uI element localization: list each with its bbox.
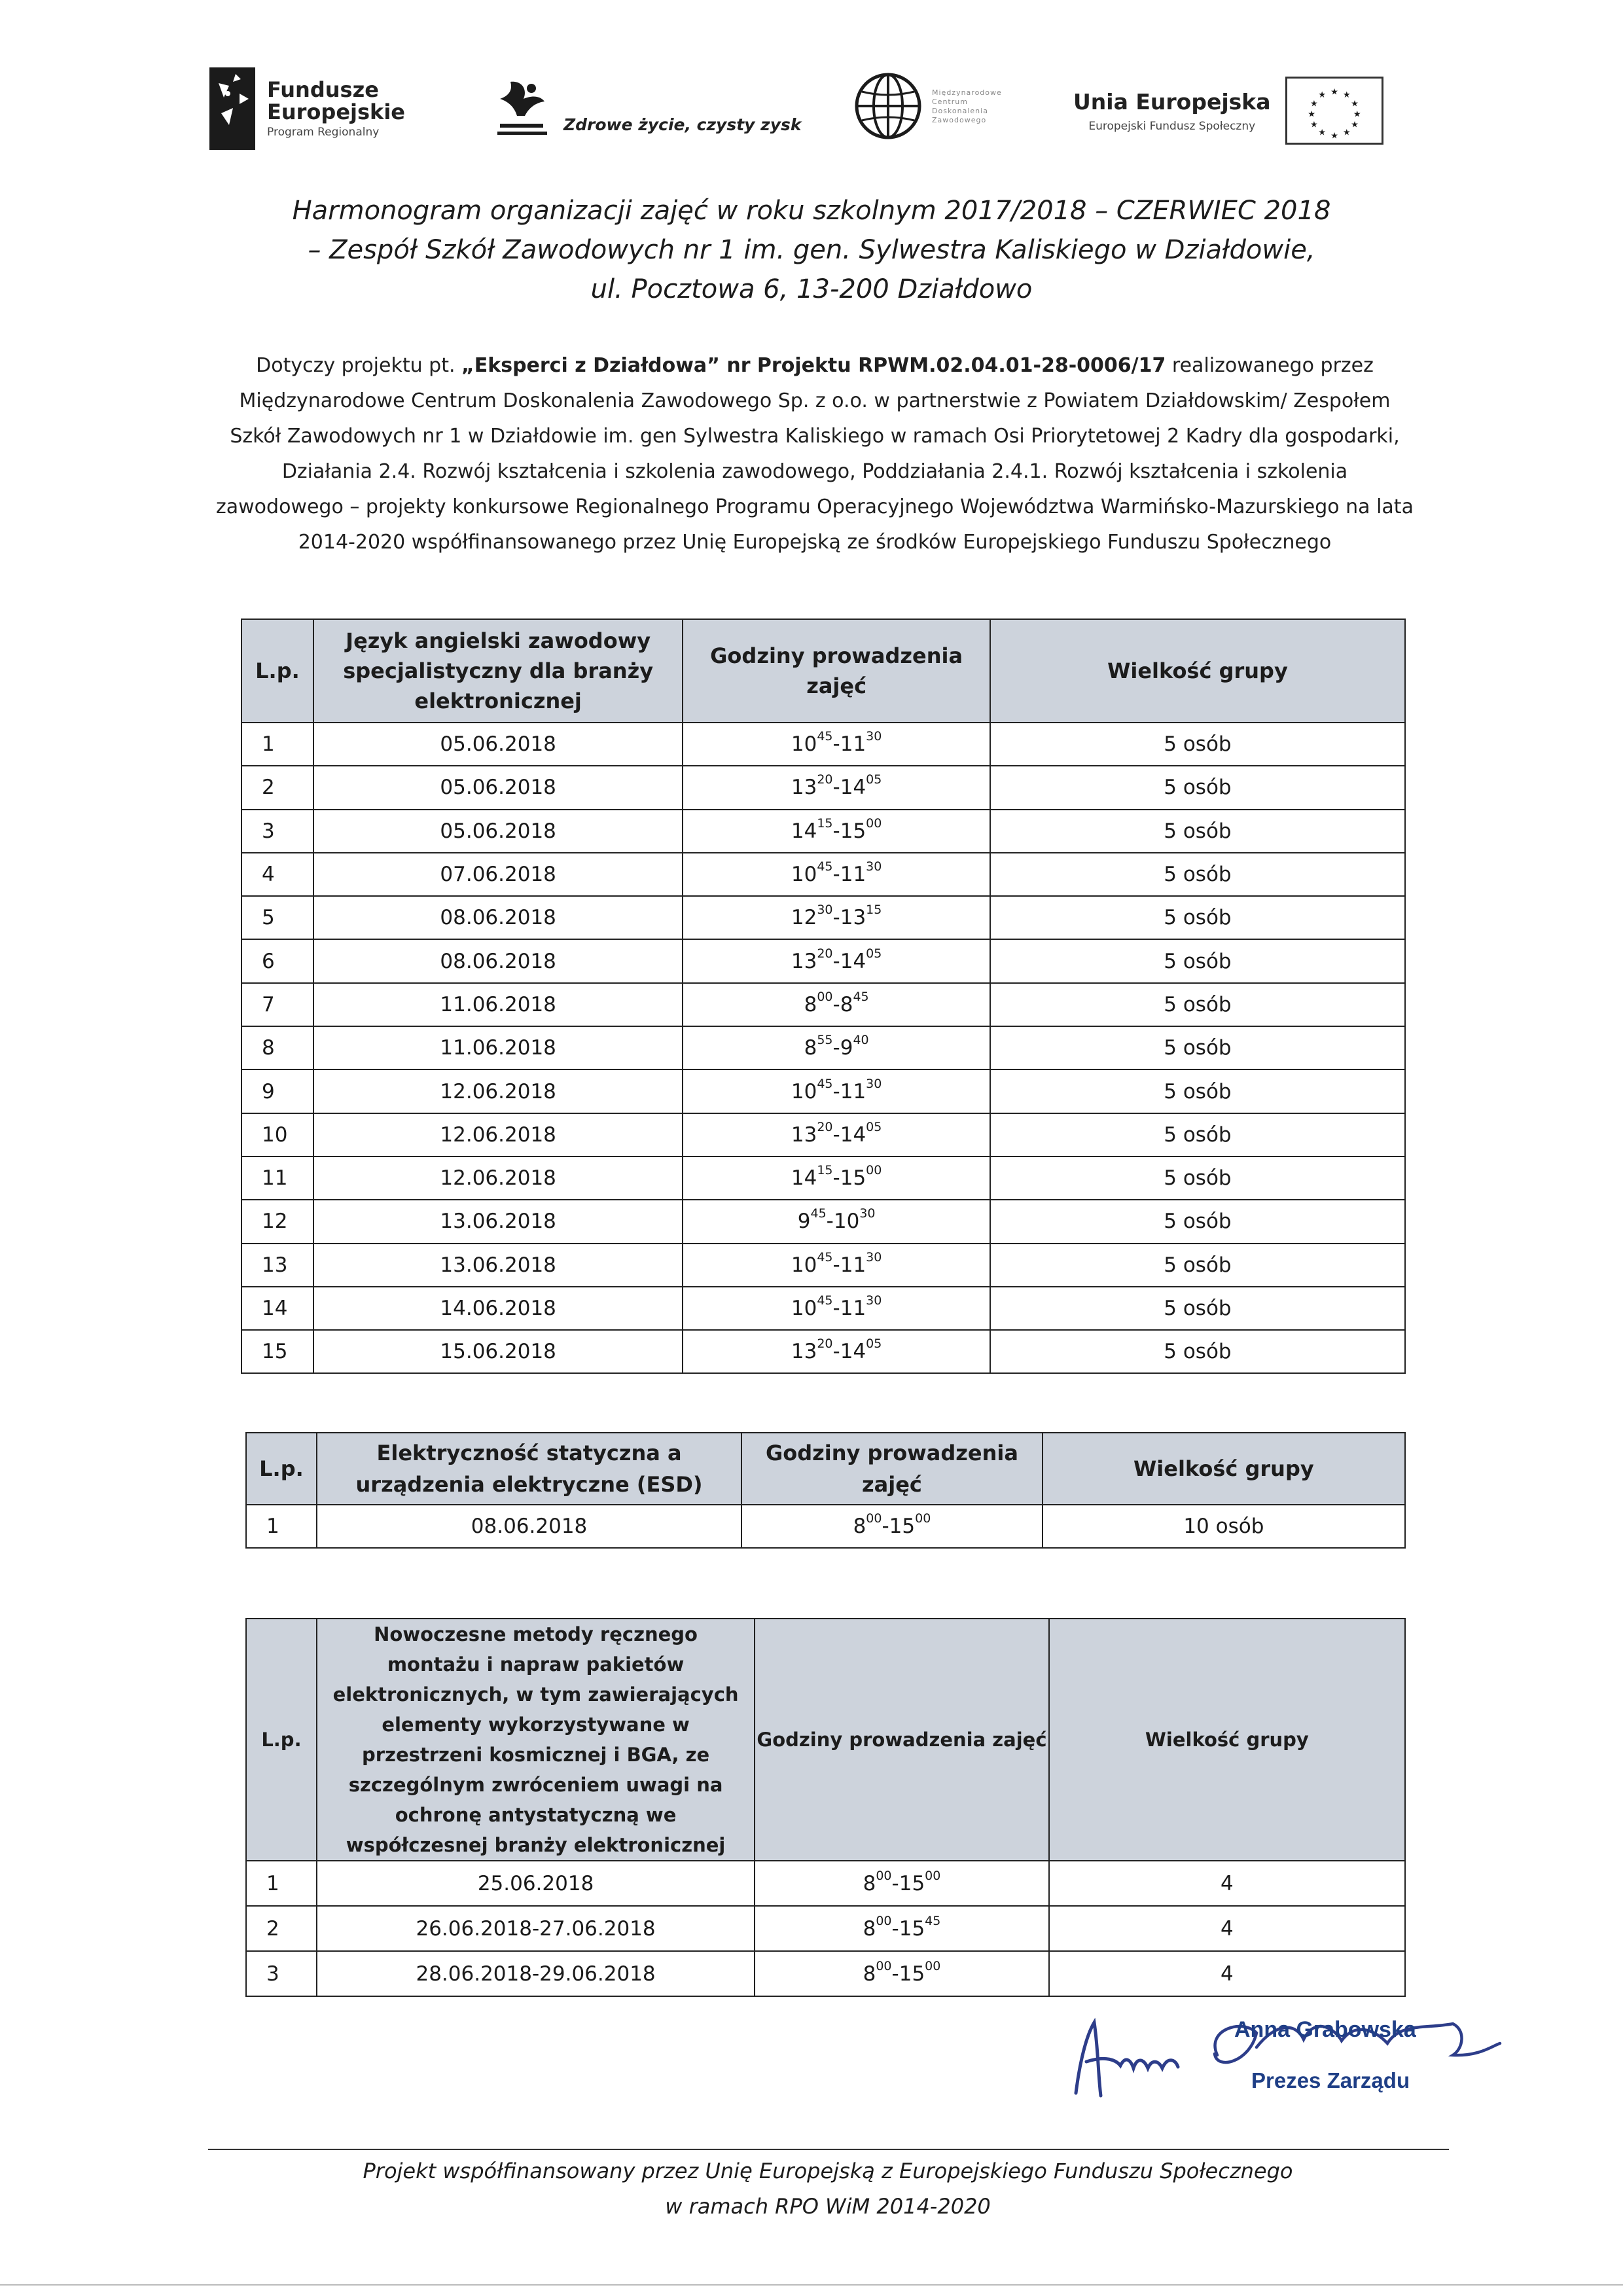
row-group-size: 5 osób — [990, 1113, 1405, 1157]
table-row — [241, 1069, 1405, 1113]
col-group-size: Wielkość grupy — [1049, 1619, 1405, 1861]
row-lp: 1 — [241, 723, 313, 766]
row-group-size: 4 — [1049, 1906, 1405, 1951]
row-hours: $8^{00}-15^{45}$ — [755, 1906, 1049, 1951]
footer-divider — [208, 2149, 1449, 2150]
project-description: Dotyczy projektu pt. „Eksperci z Działdowa” nr Projektu RPWM.02.04.01-28-0006/17 realizowanego przez Międzynarodowe Centrum Doskonalenia Zawodowego Sp. z o.o. w partnerstwie z Powiatem Działdowskim/ Zespołem Szkół Zawodowych nr 1 w Działdowie im. gen Sylwestra Kaliskiego w ramach Osi Priorytetowej 2 Kadry dla gospodarki, Działania 2.4. Rozwój kształcenia i szkolenia zawodowego, Poddziałania 2.4.1. Rozwój kształcenia i szkolenia zawodowego – projekty konkursowe Regionalnego Programu Operacyjnego Województwa Warmińsko-Mazurskiego na lata 2014-2020 współfinansowanego przez Unię Europejską ze środków Europejskiego Funduszu Społecznego — [216, 354, 1414, 554]
row-hours: $8^{00}-8^{45}$ — [683, 983, 990, 1026]
svg-text:★: ★ — [1350, 99, 1359, 109]
svg-text:★: ★ — [1310, 99, 1318, 109]
row-hours: $8^{55}-9^{40}$ — [683, 1026, 990, 1069]
col-lp: L.p. — [246, 1433, 317, 1505]
row-lp: 4 — [241, 853, 313, 896]
svg-text:★: ★ — [1342, 90, 1351, 101]
row-lp: 12 — [241, 1200, 313, 1243]
stamp-role: Prezes Zarządu — [1251, 2068, 1410, 2092]
table-row — [241, 1244, 1405, 1287]
title-line-3: ul. Pocztowa 6, 13-200 Działdowo — [590, 274, 1033, 304]
col-lp: L.p. — [241, 619, 313, 723]
row-lp: 13 — [241, 1244, 313, 1287]
table-header-row — [246, 1619, 1405, 1861]
globe-icon — [854, 72, 923, 141]
row-date: 15.06.2018 — [313, 1330, 683, 1373]
row-lp: 2 — [246, 1906, 317, 1951]
row-group-size: 5 osób — [990, 1069, 1405, 1113]
table-header-row — [241, 619, 1405, 723]
table-row — [241, 983, 1405, 1026]
svg-text:★: ★ — [1330, 87, 1338, 98]
col-course: Nowoczesne metody ręcznego montażu i napraw pakietów elektronicznych, w tym zawierających elementy wykorzystywane w przestrzeni kosmicznej i BGA, ze szczególnym zwróceniem uwagi na ochronę antystatyczną we współczesnej branży elektronicznej — [317, 1619, 755, 1861]
mcdz-logo — [854, 72, 1002, 141]
fundusze-europejskie-logo — [209, 67, 405, 150]
row-date: 13.06.2018 — [313, 1200, 683, 1243]
signature-block — [1060, 1983, 1505, 2108]
row-lp: 5 — [241, 896, 313, 939]
row-hours: $10^{45}-11^{30}$ — [683, 1069, 990, 1113]
col-hours: Godziny prowadzenia zajęć — [741, 1433, 1043, 1505]
col-hours: Godziny prowadzenia zajęć — [683, 619, 990, 723]
col-group-size: Wielkość grupy — [990, 619, 1405, 723]
table-row — [241, 1330, 1405, 1373]
mcdz-text: Międzynarodowe Centrum Doskonalenia Zawodowego — [932, 88, 1002, 124]
row-date: 07.06.2018 — [313, 853, 683, 896]
fe-name-line-2: Europejskie — [267, 99, 405, 124]
table-row — [241, 1287, 1405, 1330]
row-date: 12.06.2018 — [313, 1157, 683, 1200]
warmia-mazury-logo — [491, 75, 802, 141]
table-row — [241, 853, 1405, 896]
row-hours: $14^{15}-15^{00}$ — [683, 1157, 990, 1200]
col-lp: L.p. — [246, 1619, 317, 1861]
svg-text:★: ★ — [1342, 128, 1351, 138]
row-group-size: 5 osób — [990, 1026, 1405, 1069]
table-header-row — [246, 1433, 1405, 1505]
row-lp: 2 — [241, 766, 313, 809]
table-row — [246, 1505, 1405, 1548]
row-group-size: 5 osób — [990, 939, 1405, 982]
row-group-size: 5 osób — [990, 766, 1405, 809]
schedule-table-assembly — [245, 1618, 1406, 1997]
row-lp: 14 — [241, 1287, 313, 1330]
row-group-size: 5 osób — [990, 1200, 1405, 1243]
row-date: 26.06.2018-27.06.2018 — [317, 1906, 755, 1951]
row-date: 25.06.2018 — [317, 1861, 755, 1906]
row-lp: 3 — [246, 1951, 317, 1996]
row-hours: $8^{00}-15^{00}$ — [741, 1505, 1043, 1548]
row-hours: $13^{20}-14^{05}$ — [683, 939, 990, 982]
row-date: 08.06.2018 — [317, 1505, 741, 1548]
row-date: 08.06.2018 — [313, 939, 683, 982]
row-date: 11.06.2018 — [313, 983, 683, 1026]
row-group-size: 5 osób — [990, 1157, 1405, 1200]
project-number: RPWM.02.04.01-28-0006/17 — [858, 354, 1166, 377]
row-hours: $10^{45}-11^{30}$ — [683, 853, 990, 896]
row-hours: $13^{20}-14^{05}$ — [683, 1330, 990, 1373]
col-course: Język angielski zawodowy specjalistyczny dla branży elektronicznej — [313, 619, 683, 723]
row-hours: $10^{45}-11^{30}$ — [683, 1287, 990, 1330]
table-row — [241, 766, 1405, 809]
row-group-size: 5 osób — [990, 1330, 1405, 1373]
row-date: 12.06.2018 — [313, 1069, 683, 1113]
row-lp: 3 — [241, 810, 313, 853]
row-date: 05.06.2018 — [313, 723, 683, 766]
footer-line-1: Projekt współfinansowany przez Unię Europejską z Europejskiego Funduszu Społecznego — [363, 2159, 1293, 2183]
row-hours: $8^{00}-15^{00}$ — [755, 1951, 1049, 1996]
eu-flag-icon — [1285, 77, 1383, 145]
ue-name: Unia Europejska — [1073, 88, 1271, 115]
row-group-size: 4 — [1049, 1861, 1405, 1906]
title-line-1: Harmonogram organizacji zajęć w roku szkolnym 2017/2018 – CZERWIEC 2018 — [292, 196, 1331, 226]
ue-subtitle: Europejski Fundusz Społeczny — [1088, 119, 1256, 133]
row-hours: $14^{15}-15^{00}$ — [683, 810, 990, 853]
row-group-size: 5 osób — [990, 853, 1405, 896]
table-row — [241, 1200, 1405, 1243]
schedule-table-english — [241, 619, 1406, 1374]
row-lp: 9 — [241, 1069, 313, 1113]
svg-text:★: ★ — [1350, 120, 1359, 130]
row-date: 05.06.2018 — [313, 766, 683, 809]
row-lp: 1 — [246, 1861, 317, 1906]
row-date: 05.06.2018 — [313, 810, 683, 853]
row-date: 08.06.2018 — [313, 896, 683, 939]
row-date: 13.06.2018 — [313, 1244, 683, 1287]
table-row — [241, 1113, 1405, 1157]
row-group-size: 5 osób — [990, 1287, 1405, 1330]
fe-name-line-1: Fundusze — [267, 77, 379, 102]
table-row — [241, 723, 1405, 766]
col-hours: Godziny prowadzenia zajęć — [755, 1619, 1049, 1861]
row-lp: 15 — [241, 1330, 313, 1373]
row-group-size: 4 — [1049, 1951, 1405, 1996]
footer-line-2: w ramach RPO WiM 2014-2020 — [665, 2194, 991, 2219]
row-date: 14.06.2018 — [313, 1287, 683, 1330]
row-hours: $12^{30}-13^{15}$ — [683, 896, 990, 939]
footer-note — [209, 2153, 1446, 2224]
row-hours: $9^{45}-10^{30}$ — [683, 1200, 990, 1243]
table-row — [241, 1157, 1405, 1200]
row-lp: 1 — [246, 1505, 317, 1548]
row-group-size: 5 osób — [990, 810, 1405, 853]
svg-text:★: ★ — [1310, 120, 1318, 130]
row-date: 11.06.2018 — [313, 1026, 683, 1069]
row-lp: 10 — [241, 1113, 313, 1157]
svg-text:★: ★ — [1317, 90, 1326, 101]
warmia-mazury-bird-icon — [491, 75, 553, 141]
row-hours: $8^{00}-15^{00}$ — [755, 1861, 1049, 1906]
table-row — [246, 1861, 1405, 1906]
row-group-size: 5 osób — [990, 723, 1405, 766]
row-lp: 8 — [241, 1026, 313, 1069]
row-hours: $13^{20}-14^{05}$ — [683, 1113, 990, 1157]
svg-text:★: ★ — [1330, 131, 1338, 141]
row-group-size: 5 osób — [990, 983, 1405, 1026]
table-row — [241, 810, 1405, 853]
row-hours: $13^{20}-14^{05}$ — [683, 766, 990, 809]
fe-subtitle: Program Regionalny — [267, 126, 380, 139]
project-name: „Eksperci z Działdowa” — [461, 354, 720, 377]
col-course: Elektryczność statyczna a urządzenia elektryczne (ESD) — [317, 1433, 741, 1505]
row-hours: $10^{45}-11^{30}$ — [683, 1244, 990, 1287]
row-lp: 6 — [241, 939, 313, 982]
svg-text:★: ★ — [1307, 109, 1315, 120]
col-group-size: Wielkość grupy — [1043, 1433, 1405, 1505]
fundusze-europejskie-mark-icon — [209, 67, 255, 150]
table-row — [241, 939, 1405, 982]
row-group-size: 5 osób — [990, 1244, 1405, 1287]
logo-band — [209, 62, 1440, 160]
schedule-table-esd — [245, 1432, 1406, 1549]
table-row — [241, 1026, 1405, 1069]
row-lp: 11 — [241, 1157, 313, 1200]
row-group-size: 5 osób — [990, 896, 1405, 939]
title-line-2: – Zespół Szkół Zawodowych nr 1 im. gen. Sylwestra Kaliskiego w Działdowie, — [308, 235, 1315, 265]
row-lp: 7 — [241, 983, 313, 1026]
row-date: 12.06.2018 — [313, 1113, 683, 1157]
unia-europejska-logo — [1073, 77, 1383, 145]
row-group-size: 10 osób — [1043, 1505, 1405, 1548]
stamp-name: Anna Grabowska — [1234, 2017, 1416, 2042]
document-title — [157, 191, 1466, 309]
row-date: 28.06.2018-29.06.2018 — [317, 1951, 755, 1996]
table-row — [246, 1906, 1405, 1951]
svg-text:★: ★ — [1317, 128, 1326, 138]
table-row — [241, 896, 1405, 939]
scan-edge — [0, 2284, 1623, 2286]
warmia-mazury-tagline: Zdrowe życie, czysty zysk — [563, 115, 802, 134]
svg-text:★: ★ — [1353, 109, 1361, 120]
row-hours: $10^{45}-11^{30}$ — [683, 723, 990, 766]
